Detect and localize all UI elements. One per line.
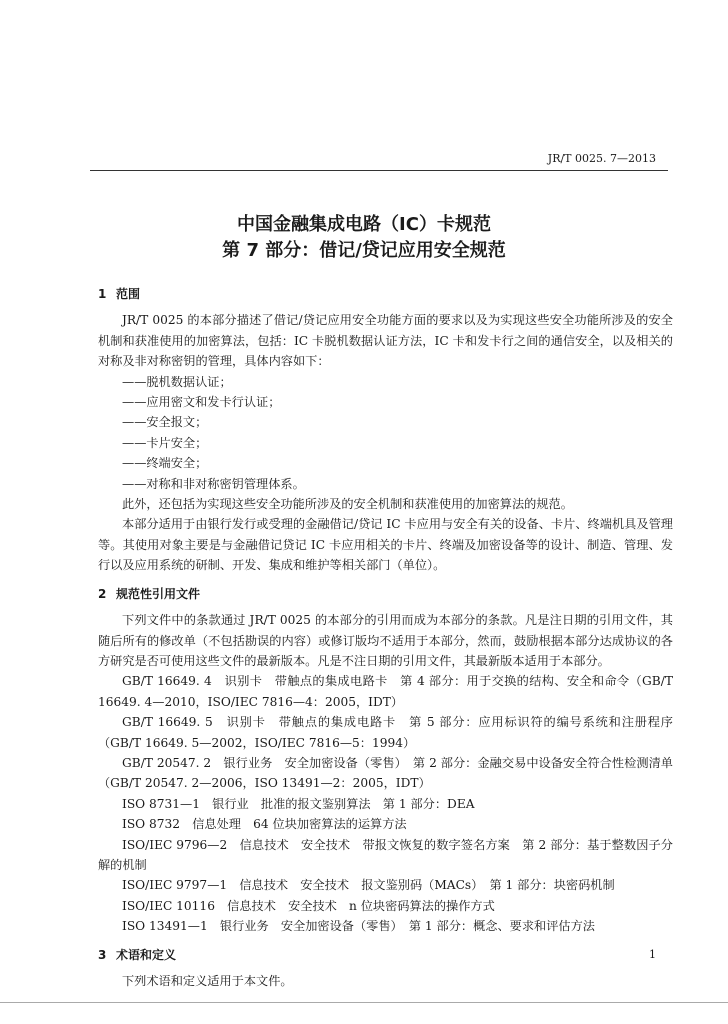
paragraph: 下列术语和定义适用于本文件。 <box>122 974 293 988</box>
section-number: 1 <box>98 287 107 301</box>
reference-item: ISO 13491—1 银行业务 安全加密设备（零售） 第 1 部分：概念、要求和评估方法 <box>122 919 595 934</box>
paragraph: 下列文件中的条款通过 JR/T 0025 的本部分的引用而成为本部分的条款。凡是注日期的引用文件，其随后所有的修改单（不包括勘误的内容）或修订版均不适用于本部分，然而，鼓励根据本部分达成协议的各方研究是否可使用这些文件的最新版本。凡是不注日期的引用文件，其最新版本适用于本部分。 <box>98 613 673 668</box>
paragraph: 本部分适用于由银行发行或受理的金融借记/贷记 IC 卡应用与安全有关的设备、卡片、终端机具及管理等。其使用对象主要是与金融借记贷记 IC 卡应用相关的卡片、终端及加密设备等的设计、制造、管理、发行以及应用系统的研制、开发、集成和维护等相关部门（单位）。 <box>98 517 673 573</box>
list-item: ——应用密文和发卡行认证； <box>122 395 281 410</box>
reference-item: GB/T 16649. 4 识别卡 带触点的集成电路卡 第 4 部分：用于交换的结构、安全和命令（GB/T 16649. 4—2010，ISO/IEC 7816—4：2005，IDT） <box>98 674 673 709</box>
section-3-heading <box>98 945 673 965</box>
paragraph: JR/T 0025 的本部分描述了借记/贷记应用安全功能方面的要求以及为实现这些安全功能所涉及的安全机制和获准使用的加密算法，包括：IC 卡脱机数据认证方法，IC 卡和发卡行之间的通信安全，以及相关的对称及非对称密钥的管理，具体内容如下： <box>98 313 673 369</box>
reference-item: ISO/IEC 9797—1 信息技术 安全技术 报文鉴别码（MACs） 第 1 部分：块密码机制 <box>122 878 615 893</box>
section-1-heading <box>98 284 673 304</box>
reference-item: ISO 8732 信息处理 64 位块加密算法的运算方法 <box>122 817 407 832</box>
list-item: ——脱机数据认证； <box>122 374 232 389</box>
reference-item: GB/T 16649. 5 识别卡 带触点的集成电路卡 第 5 部分：应用标识符的编号系统和注册程序（GB/T 16649. 5—2002，ISO/IEC 7816—5：1994） <box>98 715 673 750</box>
section-2-heading <box>98 584 673 604</box>
section-title: 规范性引用文件 <box>116 586 201 601</box>
section-title: 范围 <box>116 287 141 301</box>
paragraph: 此外，还包括为实现这些安全功能所涉及的安全机制和获准使用的加密算法的规范。 <box>122 497 573 512</box>
bottom-rule <box>0 1002 728 1003</box>
reference-item: ISO/IEC 9796—2 信息技术 安全技术 带报文恢复的数字签名方案 第 2 部分：基于整数因子分解的机制 <box>98 837 673 872</box>
reference-item: ISO 8731—1 银行业 批准的报文鉴别算法 第 1 部分：DEA <box>122 796 475 811</box>
list-item: ——卡片安全； <box>122 435 208 450</box>
section-number: 3 <box>98 947 107 962</box>
document-subtitle: 第 7 部分：借记/贷记应用安全规范 <box>222 240 506 261</box>
section-number: 2 <box>98 586 107 601</box>
header-rule <box>90 170 668 171</box>
reference-item: ISO/IEC 10116 信息技术 安全技术 n 位块密码算法的操作方式 <box>122 898 495 913</box>
reference-item: GB/T 20547. 2 银行业务 安全加密设备（零售） 第 2 部分：金融交易中设备安全符合性检测清单（GB/T 20547. 2—2006，ISO 13491—2：2005，IDT） <box>98 755 673 791</box>
document-body <box>98 284 673 991</box>
section-title: 术语和定义 <box>116 947 177 962</box>
document-title: 中国金融集成电路（IC）卡规范 <box>237 214 491 235</box>
list-item: ——对称和非对称密钥管理体系。 <box>122 476 305 491</box>
page-number: 1 <box>649 948 656 961</box>
list-item: ——安全报文； <box>122 415 208 430</box>
document-number: JR/T 0025. 7—2013 <box>547 152 656 165</box>
list-item: ——终端安全； <box>122 456 208 471</box>
